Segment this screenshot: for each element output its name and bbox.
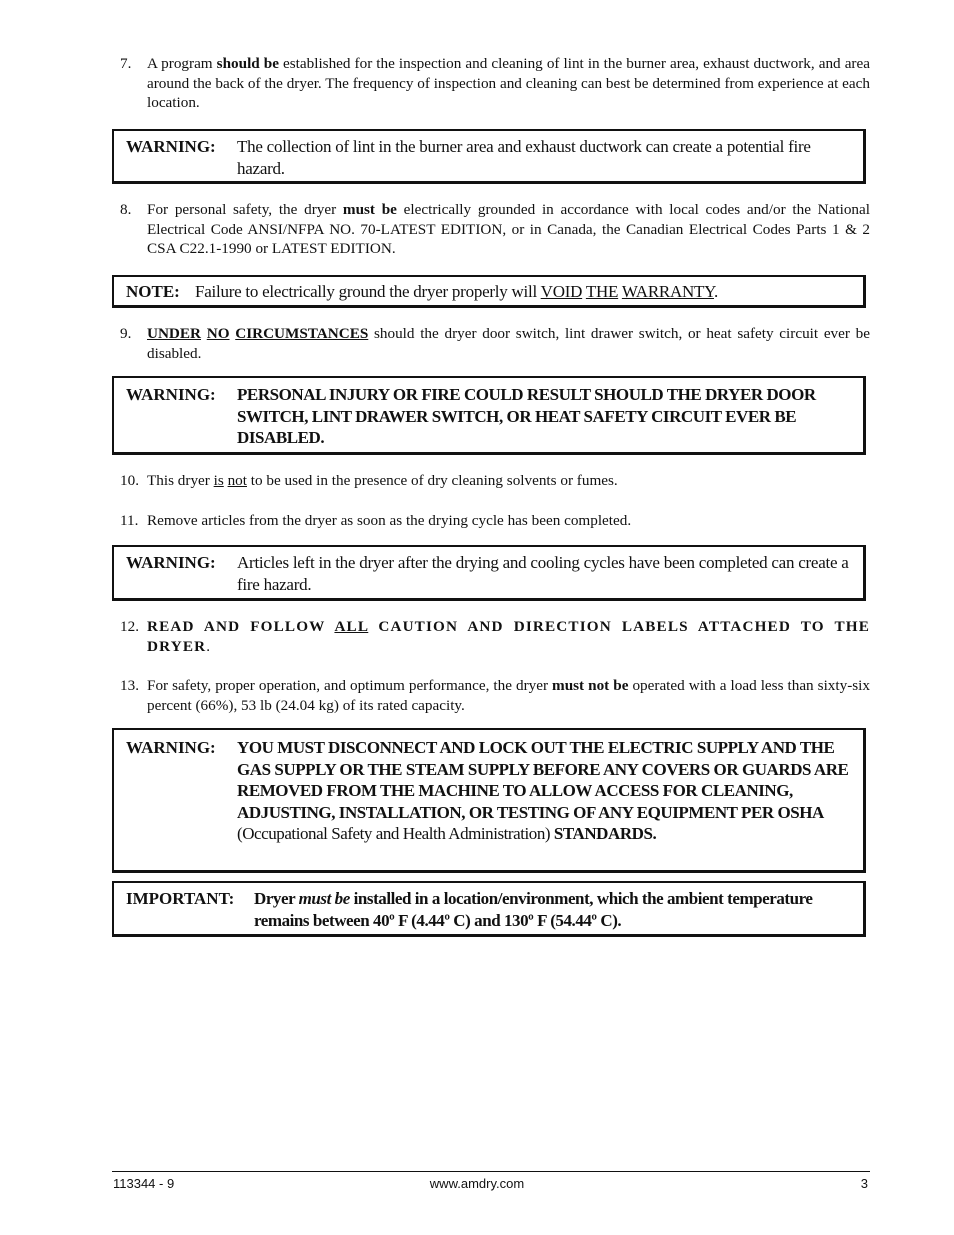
item-number: 10. xyxy=(120,472,139,489)
warning-text: The collection of lint in the burner area and exhaust ductwork can create a potential fire hazard. xyxy=(237,137,811,178)
warning-box-lockout xyxy=(112,728,866,873)
note-box-warranty xyxy=(112,275,866,308)
footer-page-number: 3 xyxy=(860,1176,868,1191)
note-label: NOTE: xyxy=(126,282,180,301)
footer-website: www.amdry.com xyxy=(429,1176,525,1191)
item-number: 12. xyxy=(120,618,139,635)
safety-item-7 xyxy=(120,54,870,113)
safety-item-9 xyxy=(120,324,870,363)
item-number: 9. xyxy=(120,325,132,342)
item-text: For personal safety, the dryer must be electrically grounded in accordance with local codes and/or the National Electrical Code ANSI/NFPA NO. 70-LATEST EDITION, or in Canada, the Canadian Electrical Codes Parts 1 & 2 CSA C22.1-1990 or LATEST EDITION. xyxy=(147,201,870,257)
warning-box-disabled-circuits xyxy=(112,376,866,455)
item-text: This dryer is not to be used in the presence of dry cleaning solvents or fumes. xyxy=(147,472,618,489)
warning-label: WARNING: xyxy=(126,385,216,404)
footer-doc-number: 113344 - 9 xyxy=(113,1176,175,1191)
item-number: 8. xyxy=(120,201,132,218)
item-text: UNDER NO CIRCUMSTANCES should the dryer door switch, lint drawer switch, or heat safety circuit ever be disabled. xyxy=(147,325,870,362)
important-box-temperature xyxy=(112,881,866,937)
safety-item-10 xyxy=(120,471,870,491)
item-text: A program should be established for the inspection and cleaning of lint in the burner area, exhaust ductwork, and area around the back of the dryer. The frequency of inspection and cleaning can best be determined from experience at each location. xyxy=(147,55,870,111)
warning-box-articles xyxy=(112,545,866,601)
important-text: Dryer must be installed in a location/environment, which the ambient temperature remains between 40º F (4.44º C) and 130º F (54.44º C). xyxy=(254,889,813,930)
safety-item-13 xyxy=(120,676,870,715)
item-text: Remove articles from the dryer as soon as the drying cycle has been completed. xyxy=(147,512,632,529)
warning-box-lint xyxy=(112,129,866,184)
item-number: 11. xyxy=(120,512,139,529)
item-text: READ AND FOLLOW ALL CAUTION AND DIRECTION LABELS ATTACHED TO THE DRYER. xyxy=(147,618,870,655)
item-number: 13. xyxy=(120,677,139,694)
warning-text: YOU MUST DISCONNECT AND LOCK OUT THE ELECTRIC SUPPLY AND THE GAS SUPPLY OR THE STEAM SUPPLY BEFORE ANY COVERS OR GUARDS ARE REMOVED FROM THE MACHINE TO ALLOW ACCESS FOR CLEANING, ADJUSTING, INSTALLATION, OR TESTING OF ANY EQUIPMENT PER OSHA (Occupational Safety and Health Administration) STANDARDS. xyxy=(237,738,849,843)
important-label: IMPORTANT: xyxy=(126,889,235,908)
safety-item-8 xyxy=(120,200,870,259)
safety-item-12 xyxy=(120,617,870,656)
warning-label: WARNING: xyxy=(126,137,216,156)
warning-label: WARNING: xyxy=(126,553,216,572)
safety-item-11 xyxy=(120,511,870,531)
item-number: 7. xyxy=(120,55,132,72)
footer-rule xyxy=(112,1171,870,1172)
warning-text: Articles left in the dryer after the drying and cooling cycles have been completed can create a fire hazard. xyxy=(237,553,849,594)
warning-label: WARNING: xyxy=(126,738,216,757)
warning-text: PERSONAL INJURY OR FIRE COULD RESULT SHOULD THE DRYER DOOR SWITCH, LINT DRAWER SWITCH, OR HEAT SAFETY CIRCUIT EVER BE DISABLED. xyxy=(237,385,816,447)
note-text: Failure to electrically ground the dryer properly will VOID THE WARRANTY. xyxy=(195,282,719,301)
item-text: For safety, proper operation, and optimum performance, the dryer must not be operated with a load less than sixty-six percent (66%), 53 lb (24.04 kg) of its rated capacity. xyxy=(147,677,870,714)
